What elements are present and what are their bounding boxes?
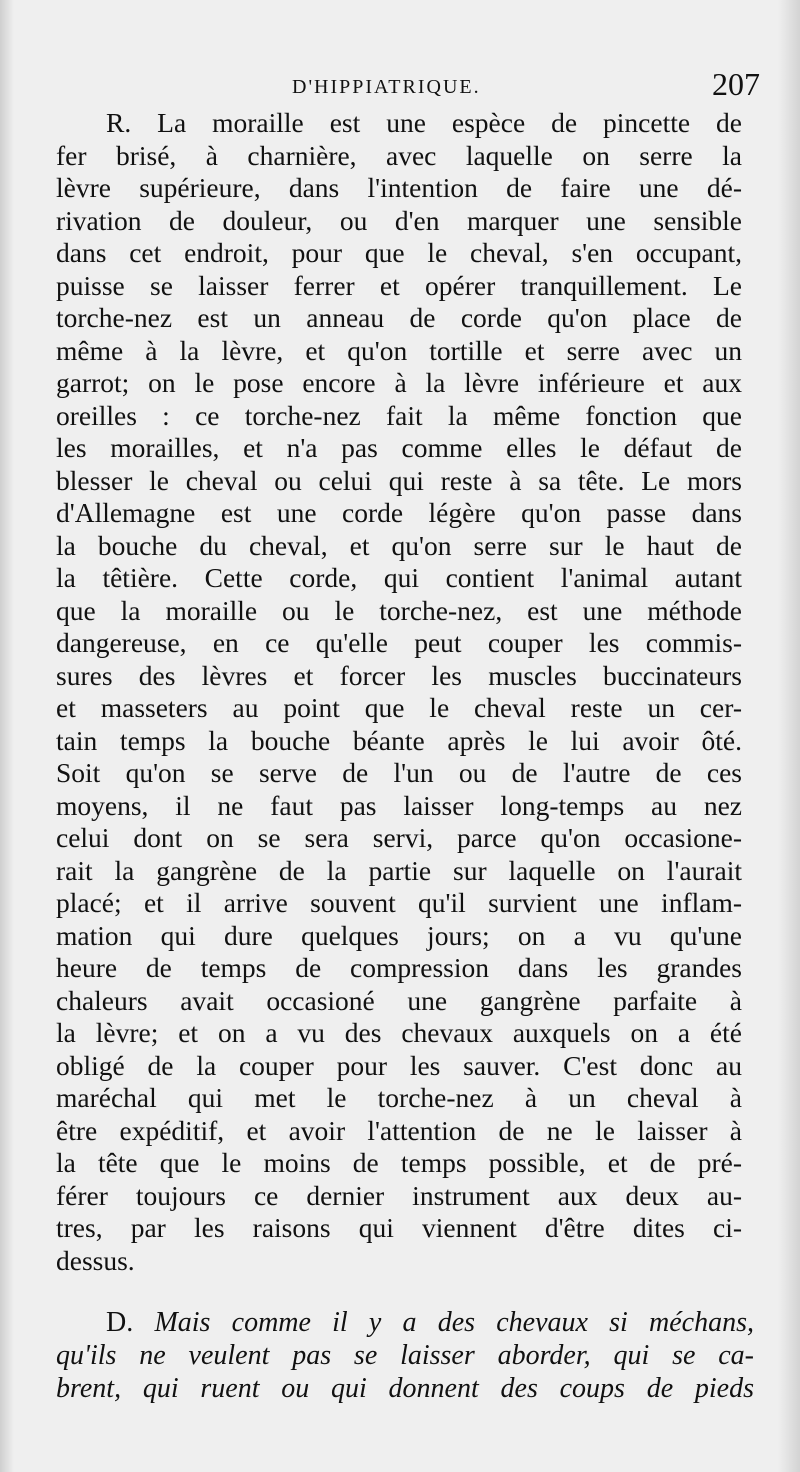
text-line: garrot; on le pose encore à la lèvre inférieure et aux bbox=[56, 367, 742, 398]
text-line: placé; et il arrive souvent qu'il survient une inflam- bbox=[56, 887, 742, 918]
text-line: puisse se laisser ferrer et opérer tranquillement. Le bbox=[56, 269, 742, 301]
question-first-line-text: Mais comme il y a des chevaux si méchans, bbox=[154, 1307, 755, 1338]
text-line: la têtière. Cette corde, qui contient l'animal autant bbox=[56, 562, 742, 593]
text-line: R. La moraille est une espèce de pincette de bbox=[106, 107, 742, 138]
page-edge-shadow-left bbox=[0, 0, 14, 1472]
text-line: tres, par les raisons qui viennent d'être dites ci- bbox=[56, 1212, 742, 1243]
text-line: la lèvre; et on a vu des chevaux auxquels on a été bbox=[56, 1017, 742, 1048]
text-line: même à la lèvre, et qu'on tortille et serre avec un bbox=[56, 334, 742, 366]
running-head: D'HIPPIATRIQUE. bbox=[292, 76, 481, 98]
page-edge-shadow-right bbox=[778, 0, 800, 1472]
text-line: heure de temps de compression dans les grandes bbox=[56, 952, 742, 983]
text-line: dangereuse, en ce qu'elle peut couper les commis- bbox=[56, 627, 742, 658]
text-line: sures des lèvres et forcer les muscles buccinateurs bbox=[56, 659, 742, 691]
question-line: brent, qui ruent ou qui donnent des coups de pieds bbox=[56, 1373, 754, 1404]
text-line: rivation de douleur, ou d'en marquer une sensible bbox=[56, 204, 742, 236]
text-line: obligé de la couper pour les sauver. C'est donc au bbox=[56, 1049, 742, 1081]
text-line: torche-nez est un anneau de corde qu'on place de bbox=[56, 302, 742, 333]
text-line: la bouche du cheval, et qu'on serre sur le haut de bbox=[56, 529, 742, 561]
text-line: lèvre supérieure, dans l'intention de faire une dé- bbox=[56, 172, 742, 203]
text-line: maréchal qui met le torche-nez à un cheval à bbox=[56, 1082, 742, 1113]
text-line: tain temps la bouche béante après le lui avoir ôté. bbox=[56, 724, 742, 756]
text-line: chaleurs avait occasioné une gangrène parfaite à bbox=[56, 984, 742, 1016]
text-line: et masseters au point que le cheval reste un cer- bbox=[56, 692, 742, 723]
answer-paragraph bbox=[56, 107, 742, 1277]
text-line: celui dont on se sera servi, parce qu'on occasione- bbox=[56, 822, 742, 853]
page-header bbox=[60, 66, 760, 106]
question-line: qu'ils ne veulent pas se laisser aborder, qui se ca- bbox=[56, 1340, 754, 1371]
text-line: d'Allemagne est une corde légère qu'on passe dans bbox=[56, 497, 742, 528]
text-line: dans cet endroit, pour que le cheval, s'en occupant, bbox=[56, 237, 742, 268]
text-line: férer toujours ce dernier instrument aux deux au- bbox=[56, 1179, 742, 1211]
text-line: mation qui dure quelques jours; on a vu qu'une bbox=[56, 919, 742, 951]
page-number: 207 bbox=[712, 66, 760, 102]
text-line: rait la gangrène de la partie sur laquelle on l'aurait bbox=[56, 854, 742, 886]
text-line: les morailles, et n'a pas comme elles le défaut de bbox=[56, 432, 742, 463]
text-line: oreilles : ce torche-nez fait la même fonction que bbox=[56, 399, 742, 431]
text-line: être expéditif, et avoir l'attention de ne le laisser à bbox=[56, 1114, 742, 1146]
question-continuation bbox=[56, 1339, 754, 1405]
question-label: D. bbox=[106, 1307, 134, 1338]
question-first-line bbox=[56, 1306, 754, 1339]
text-line: blesser le cheval ou celui qui reste à sa tête. Le mors bbox=[56, 464, 742, 496]
text-line: fer brisé, à charnière, avec laquelle on serre la bbox=[56, 139, 742, 171]
text-line: Soit qu'on se serve de l'un ou de l'autre de ces bbox=[56, 757, 742, 788]
question-paragraph bbox=[56, 1306, 754, 1405]
text-line: la tête que le moins de temps possible, et de pré- bbox=[56, 1147, 742, 1178]
text-line: que la moraille ou le torche-nez, est une méthode bbox=[56, 594, 742, 626]
text-line: moyens, il ne faut pas laisser long-temps au nez bbox=[56, 789, 742, 821]
text-line: dessus. bbox=[56, 1244, 135, 1276]
